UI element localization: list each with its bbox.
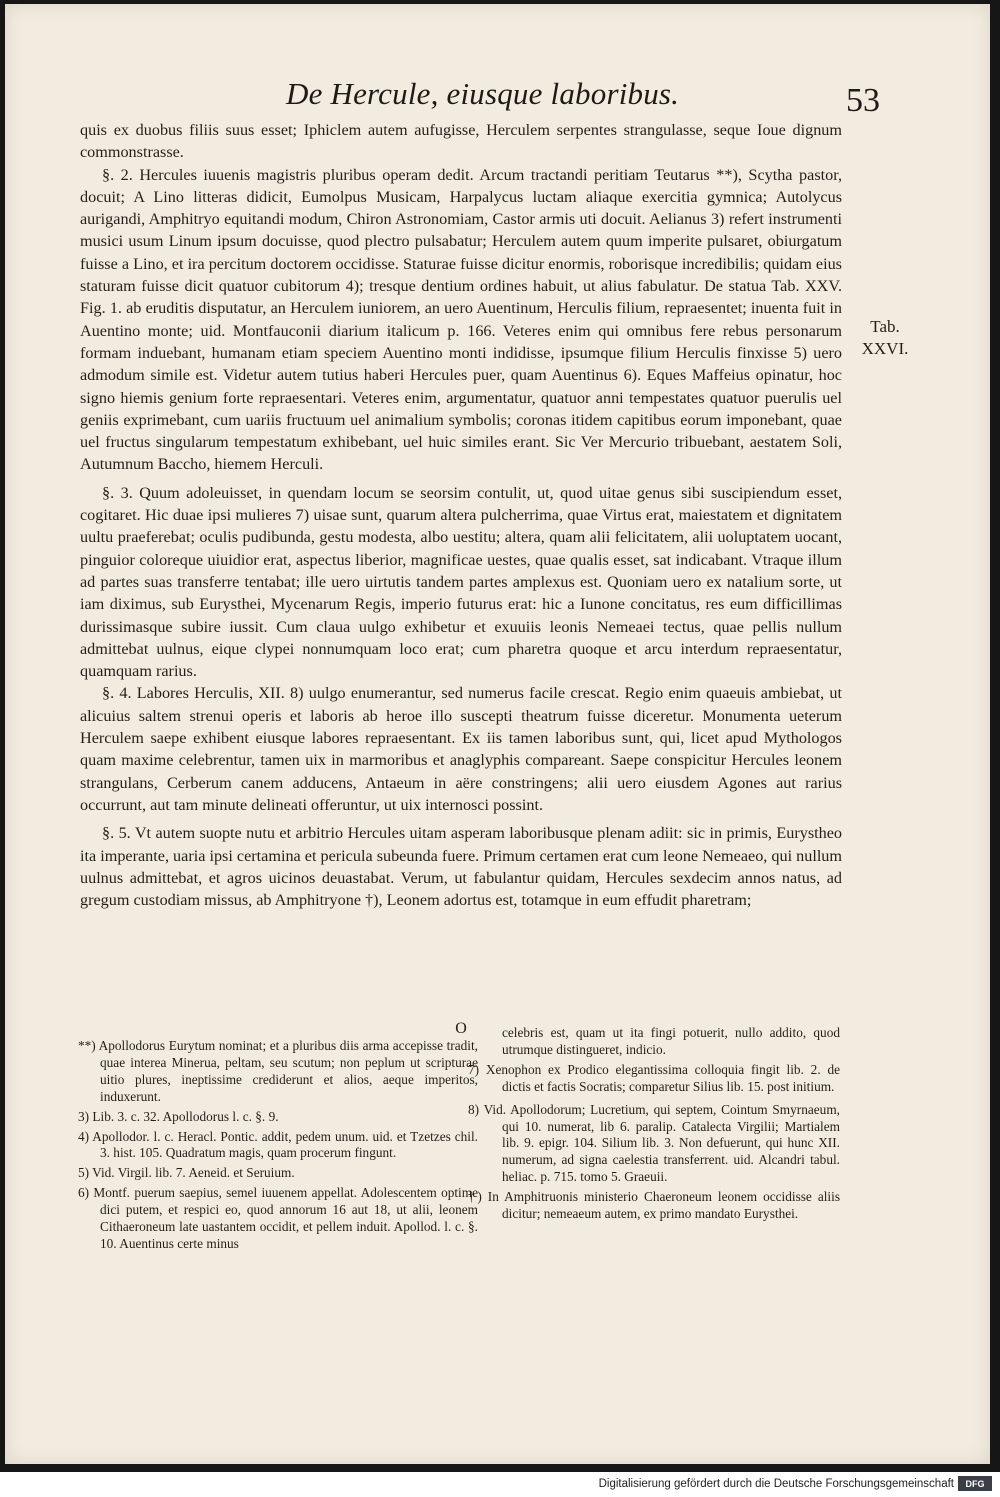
dfg-logo-icon: DFG [958,1476,992,1491]
footnote: 3) Lib. 3. c. 32. Apollodorus l. c. §. 9. [78,1108,279,1124]
footer-credit: Digitalisierung gefördert durch die Deutsche Forschungsgemeinschaft [598,1478,954,1490]
margin-plate-reference [848,316,922,360]
footnote: †) In Amphitruonis ministerio Chaeroneum leonem occidisse aliis dicitur; nemeaeum autem, ex primo mandato Eurysthei. [468,1189,840,1222]
footnote: 8) Vid. Apollodorum; Lucretium, qui septem, Cointum Smyrnaeum, qui 10. numerat, lib 6. paralip. Catalecta Virgilii; Martialem lib. 9. epigr. 104. Silium lib. 3. Non defuerunt, qui hunc XII. numerum, ad signa caelestia transferrent. uid. Alcandri tabul. heliac. p. 715. tomo 5. Graeuii. [468,1101,840,1185]
section-4: §. 4. Labores Herculis, XII. 8) uulgo enumerantur, sed numerus facile crescat. Regio enim quaeuis ambiebat, ut alicuius saltem strenui operis et laboris ab heroe illo suscepti theatrum fuisse diceretur. Monumenta ueterum Herculem saepe exhibent eiusque labores repraesentant. Ex iis tamen laboribus sunt, qui, licet apud Mythologos quam maxime celebrentur, tamen uix in marmoribus et anaglyphis compareant. Saepe conspicitur Hercules leonem strangulans, Cerberum canem adducens, Antaeum in aëre constringens; alii uero eiusdem Agones aut rarius occurrunt, aut tam minute delineati offeruntur, ut uix internosci possint. [80,684,842,814]
footnotes-left-column [78,1038,478,1256]
running-title: De Hercule, eiusque laboribus. [286,76,680,111]
section-2: §. 2. Hercules iuuenis magistris pluribus operam dedit. Arcum tractandi peritiam Teutarus **), Scytha pastor, docuit; A Lino litteras didicit, Eumolpus Musicam, Harpalycus luctam aliaque exercitia gymnica; Autolycus aurigandi, Amphitryo equitandi modum, Chiron Astronomiam, Castor armis uti docuit. Aelianus 3) refert instrumenti musici usum Linum ipsum docuisse, quod plectro pulsabatur; Herculem autem quum imperite pulsaret, obiurgatum fuisse a Lino, et ira percitum doctorem occidisse. Staturae fuisse dicitur enormis, roborisque incredibilis; quidam eius staturam fuisse dicit quatuor cubitorum 4); tresque dentium ordines habuit, ut alius fabulatur. De statua Tab. XXV. Fig. 1. ab eruditis disputatur, an Herculem iuniorem, an uero Auentinum, Herculis filium, repraesentet; inuenta fuit in Auentino monte; uid. Montfauconii diarium italicum p. 166. Veteres enim qui omnibus fere rebus personarum formam induebant, humanam etiam speciem Auentino monti indidisse, ipsumque filium Herculis finxisse 5) uero admodum simile est. Videtur autem tutius haberi Hercules puer, quam Auentinus 6). Eques Maffeius opinatur, hoc signo hiemis genium forte repraesentari. Veteres enim, argumentatur, quatuor anni tempestates quatuor puerulis uel geniis exprimebant, cum uariis fructuum uel animalium symbolis; coronas itidem capitibus eorum imponebant, quae uel fructus singularum tempestatum exhibebant, uel huic similes erant. Sic Ver Mercurio tribuebant, aestatem Soli, Autumnum Baccho, hiemem Herculi. [80,165,842,474]
signature-mark: O [455,1020,467,1037]
footnote-continuation: celebris est, quam ut ita fingi potuerit, nullo addito, quod utrumque distingueret, indicio. [502,1025,840,1057]
section-5: §. 5. Vt autem suopte nutu et arbitrio Hercules uitam asperam laboribusque plenam adiit: sic in primis, Eurystheo ita imperante, uaria ipsi certamina et pericula subeunda fuere. Primum certamen erat cum leone Nemeaeo, qui nullum uulnus admittebat, et agros uicinos deuastabat. Verum, ut fabulantur quidam, Hercules sexdecim annos natus, ad gregum custodiam missus, ab Amphitryone †), Leonem adortus est, totamque in eum effudit pharetram; [80,824,842,910]
margin-tab-label: Tab. [870,317,900,336]
paragraph-continuation: quis ex duobus filiis suus esset; Iphiclem autem aufugisse, Herculem serpentes strangulasse, seque Ioue dignum commonstrasse. [80,121,842,162]
section-3: §. 3. Quum adoleuisset, in quendam locum se seorsim contulit, ut, quod uitae genus sibi suscipiendum esset, cogitaret. Hic duae ipsi mulieres 7) uisae sunt, quarum altera pulcherrima, quae Virtus erat, maiestatem et dignitatem uultu praeferebat; oculis pudibunda, gestu modesta, albo uestitu; altera, quam alii felicitatem, alii uoluptatem uocant, pinguior coloreque uiuidior erat, aspectus liberior, magnificae uestes, quae qualis esset, sat indicabant. Vtraque illum ad partes suas transferre tentabat; ille uero uirtutis tandem partes amplexus est. Quoniam uero ex natalium sorte, ut iam diximus, sub Eurysthei, Mycenarum Regis, imperio futurus erat: hic a Iunone concitatus, res eum difficillimas durissimasque subire iussit. Cum claua uulgo exhibetur et exuuiis leonis Nemeaei tectus, quae pellis nullum admittebat uulnus, eique clypei nonnumquam loco erat; cum pharetra quoque et arcu interdum repraesentatur, quamquam rarius. [80,483,842,681]
footnote: 7) Xenophon ex Prodico elegantissima colloquia fingit lib. 2. de dictis et factis Socratis; comparetur Silius lib. 15. post initium. [468,1061,840,1094]
footnote: 4) Apollodor. l. c. Heracl. Pontic. addit, pedem unum. uid. et Tzetzes chil. 3. hist. 105. Quadratum magis, quam procerum fingunt. [78,1128,478,1161]
footnote: 6) Montf. puerum saepius, semel iuuenem appellat. Adolescentem optime dici putem, et respici eo, quod annorum 16 aut 18, ut alii, leonem Cithaeroneum late uastantem occidit, et pellem induit. Apollod. l. c. §. 10. Auentinus certe minus [78,1185,478,1251]
footnotes-right-column [468,1025,840,1226]
footnote: 5) Vid. Virgil. lib. 7. Aeneid. et Seruium. [78,1165,295,1181]
main-text [80,119,842,911]
page-number: 53 [846,82,880,119]
footnote: **) Apollodorus Eurytum nominat; et a pluribus diis arma accepisse tradit, quae interea Minerua, peltam, seu scutum; non peplum ut scripturae uitio plures, ineptissime crediderunt et alios, aeque imperitos, induxerunt. [78,1038,478,1104]
margin-tab-number: XXVI. [861,339,909,358]
